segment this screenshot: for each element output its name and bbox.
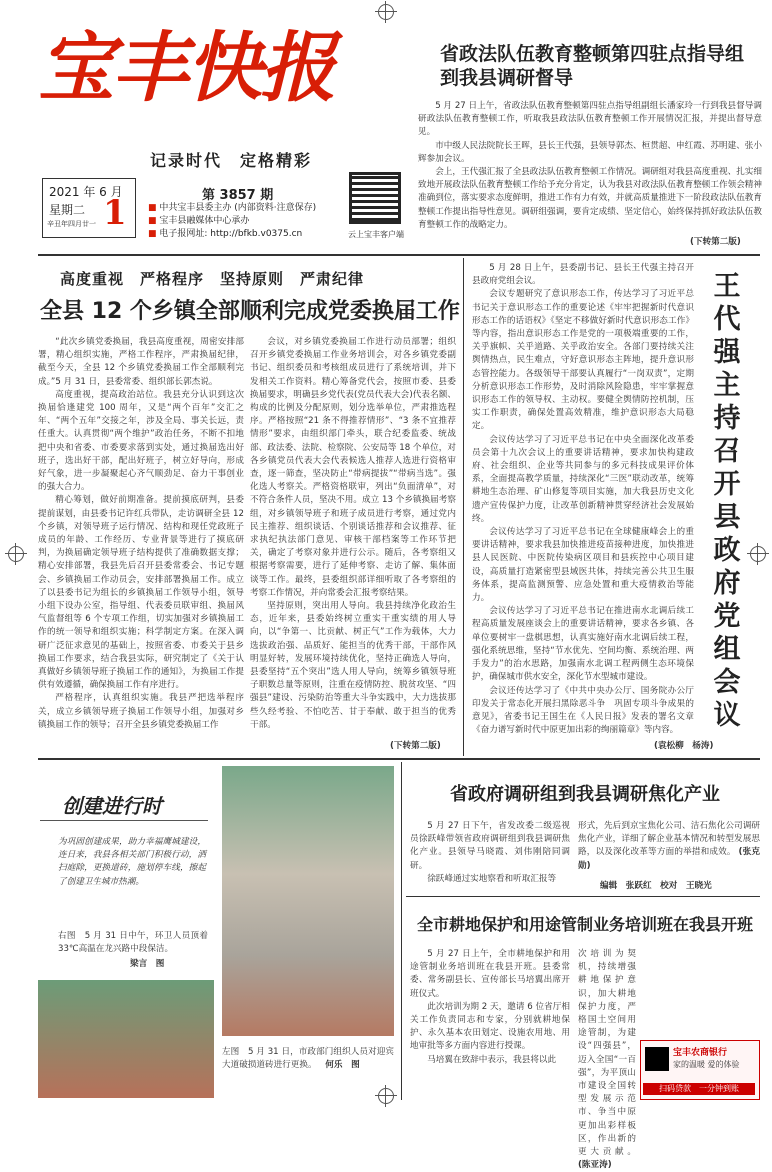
paragraph: 次培训为契机，持续增强耕地保护意识，加大耕地保护力度，严格国土空间用途管制，为建设“四强县”，迈入全国“一百强”，为平顶山市建设全国转型发展示范市、争当中原更加出彩样板区，作出新的更大贡献。 bbox=[578, 949, 636, 1158]
caption-author: 何乐 图 bbox=[325, 1060, 360, 1071]
sponsor-line[interactable]: ■ 电子报网址: http://bfkb.v0375.cn bbox=[148, 228, 316, 241]
top-story-body bbox=[418, 100, 762, 245]
paragraph: 徐跃峰通过实地察看和听取汇报等 bbox=[427, 873, 557, 884]
paragraph: 会议传达学习了习近平总书记在中央全面深化改革委员会第十九次会议上的重要讲话精神，要求加快构建政府、社会组织、企业等共同参与的多元科技成果评价体系，全面提高教学质量，持续深化“三医”联动改革，统筹耕地生态治理、矿山修复等项目实施，加大我县历史文化遗产宣传保护力度，让改革创新精神贯穿经济社会发展始终。 bbox=[472, 434, 694, 524]
street-cleaning-photo bbox=[222, 766, 394, 1036]
paragraph: 会议传达学习了习近平总书记在推进南水北调后续工程高质量发展座谈会上的重要讲话精神，要求各乡镇、各单位要树牢一盘棋思想，认真实施好南水北调后续工程，强化系统思维，坚持“节水优先、空间均衡、系统治理、两手发力”的治水思路，加强南水北调工程两侧生态环境保护，确保城市供水安全，深化节水型城市建设。 bbox=[472, 606, 694, 683]
paving-repair-photo bbox=[38, 980, 214, 1098]
issue-number: 第 3857 期 bbox=[202, 188, 274, 203]
story4-col1 bbox=[410, 948, 570, 1098]
paragraph: 马培翼在致辞中表示，我县将以此 bbox=[427, 1054, 557, 1065]
paragraph: 市中级人民法院院长王晖，县长王代强，县领导郭杰、桓贯超、申红霞、苏明建、张小辉参加会议。 bbox=[418, 140, 762, 164]
lead-headline: 全县 12 个乡镇全部顺利完成党委换届工作 bbox=[40, 299, 460, 324]
creation-caption-right: 右图 5 月 31 日中午，环卫人员顶着 33℃高温在龙兴路中段保洁。 bbox=[58, 931, 208, 955]
sponsor-line: ■ 中共宝丰县委主办 (内部资料·注意保存) bbox=[148, 202, 316, 215]
paragraph: 5 月 28 日上午，县委副书记、县长王代强主持召开县政府党组会议。 bbox=[472, 263, 694, 287]
creation-caption-left bbox=[222, 1046, 394, 1072]
top-story-headline: 省政法队伍教育整顿第四驻点指导组到我县调研督导 bbox=[440, 43, 745, 89]
paragraph: 会上，王代强汇报了全县政法队伍教育整顿工作情况。调研组对我县高度重视、扎实细致地开展政法队伍教育整顿工作给予充分肯定，认为我县对政法队伍教育整顿工作领会精神准确到位，落实要求态度鲜明，推进工作有力有效，并就高质量推进下一阶段政法队伍教育整顿工作提出指导性意见。调研组强调，要肯定成绩、坚定信心，始终保持抓好政法队伍教育整顿工作的战略定力。 bbox=[418, 167, 762, 230]
date-year-month: 2021 年 6 月 bbox=[49, 185, 123, 199]
top-story-continued: (下转第二版) bbox=[690, 237, 741, 247]
caption-text: 左图 5 月 31 日，市政部门组织人员对迎宾大道破损道砖进行更换。 bbox=[222, 1047, 394, 1071]
paragraph: “此次乡镇党委换届，我县高度重视，周密安排部署，精心组织实施，严格工作程序，严肃换届纪律，截至今天，全县 12 个乡镇党委换届工作全部顺利完成。”5 月 31 日，县委常委、组织部长郭杰说。 bbox=[38, 337, 244, 387]
column-divider bbox=[463, 258, 464, 756]
registration-mark-left bbox=[8, 546, 24, 562]
qr-code-label: 云上宝丰客户端 bbox=[348, 230, 404, 239]
dateline-box bbox=[42, 178, 136, 238]
lead-story-col2 bbox=[250, 336, 456, 736]
lead-story-continued: (下转第二版) bbox=[390, 741, 441, 751]
paragraph: 坚持原则，突出用人导向。我县持续净化政治生态，近年来，县委始终树立重实干重实绩的用人导向，以“争第一、比贡献、树正气”工作为载体，大力选拔政治强、品质好、能担当的优秀干部，干部作风明显好转，发展环境持续优化，坚持正确选人导向，县委坚持“五个突出”选人用人导向，统筹乡镇领导班子职数总量等原则，注重在疫情防控、脱贫攻坚、“四强县”建设、污染防治等重大斗争实践中，大力选拔那些久经考验、不怕吃苦、甘于奉献、敢于担当的优秀干部。 bbox=[250, 601, 456, 730]
story3-byline: (张克勋) bbox=[578, 847, 760, 871]
paragraph: 严格程序，认真组织实施。我县严把选举程序关，成立乡镇领导班子换届工作领导小组，加强对乡镇换届工作的领导；召开全县乡镇党委换届工作 bbox=[38, 693, 244, 730]
story4-byline: (陈亚涛) bbox=[578, 1160, 612, 1171]
ad-tagline: 家的温暖 爱的体验 bbox=[673, 1060, 740, 1069]
paragraph: 精心筹划，做好前期准备。提前摸底研判，县委提前谋划，由县委书记许红兵带队，走访调研全县 12 个乡镇，对领导班子运行情况、结构和现任党政班子成员的年龄、工作经历、专业背景等进行了摸底研判，为换届确定领导班子结构提供了准确数据支撑；精心安排部署，我县先后召开县委常委会、书记专题会、乡镇换届工作动员会，安排部署换届工作。成立了以县委书记为组长的乡镇换届工作领导小组，领导小组下设办公室，指导组、代表委员联审组、换届风气监督组等 6 个专项工作组，切实加强对乡镇换届工作的统一领导和组织实施；科学制定方案。在深入调研广泛征求意见的基础上，按照省委、市委关于县乡换届工作要求，结合我县实际，研究制定了《关于认真做好乡镇领导班子换届工作的通知》，为换届工作提供有效遵循，确保换届工作有序进行。 bbox=[38, 495, 244, 691]
date-weekday: 星期二 bbox=[49, 203, 86, 217]
lead-kicker: 高度重视 严格程序 坚持原则 严肃纪律 bbox=[60, 270, 365, 288]
ad-bank-name: 宝丰农商银行 bbox=[673, 1048, 728, 1058]
divider bbox=[38, 758, 760, 760]
ad-scan-banner: 扫码贷款 一分钟到账 bbox=[643, 1083, 755, 1095]
divider bbox=[406, 896, 760, 897]
story3-col2 bbox=[578, 820, 760, 873]
bank-advertisement[interactable] bbox=[640, 1040, 760, 1100]
lead-story-col1 bbox=[38, 336, 244, 736]
creation-intro: 为巩固创建成果，助力幸福鹰城建设，连日来，我县各相关部门积极行动，洒扫庭除，更换道砖，施划停车线，擦起了创建卫生城市热潮。 bbox=[58, 837, 206, 887]
column-divider bbox=[401, 762, 402, 1100]
masthead-logo: 宝丰快报 bbox=[38, 23, 334, 112]
qr-code-image[interactable] bbox=[349, 172, 401, 224]
paragraph: 会议专题研究了意识形态工作，传达学习了习近平总书记关于意识形态工作的重要论述《牢牢把握新时代意识形态工作的话语权》《坚定不移做好新时代意识形态工作》等内容，指出意识形态工作是党的一项极端重要的工作，关乎旗帜、关乎道路、关乎政治安全。各部门要持续关注舆情热点，民生难点，守好意识形态主阵地，提升意识形态管控能力。各级领导干部要认真履行“一岗双责”，定期分析意识形态工作形势，及时消除风险隐患，牢牢掌握意识形态工作的领导权、主动权。要健全舆情防控机制，压实工作职责，确保处置高效精准，维护意识形态大局稳定。 bbox=[472, 289, 694, 432]
registration-mark-top bbox=[378, 4, 394, 20]
story3-col1 bbox=[410, 820, 570, 886]
paragraph: 形式，先后到京宝焦化公司、洁石焦化公司调研焦化产业，详细了解企业基本情况和转型发展思路，以及深化改革等方面的举措和成效。 bbox=[578, 821, 760, 858]
creation-section-title: 创建进行时 bbox=[62, 794, 162, 818]
sponsor-line: ■ 宝丰县融媒体中心承办 bbox=[148, 215, 316, 228]
paragraph: 5 月 27 日上午，省政法队伍教育整顿第四驻点指导组副组长潘家玲一行到我县督导调研政法队伍教育整顿工作，听取我县政法队伍教育整顿工作开展情况汇报，并提出督导意见。 bbox=[418, 101, 762, 138]
story3-headline: 省政府调研组到我县调研焦化产业 bbox=[450, 784, 720, 805]
paragraph: 5 月 27 日上午，全市耕地保护和用途管制业务培训班在我县开班。县委常委、常务副县长、宣传部长马培翼出席开班仪式。 bbox=[410, 949, 570, 999]
story4-headline: 全市耕地保护和用途管制业务培训班在我县开班 bbox=[416, 915, 753, 934]
vertical-story-byline: (袁松柳 杨涛) bbox=[654, 741, 714, 751]
date-lunar: 辛丑年四月廿一 bbox=[47, 220, 96, 228]
registration-mark-bottom bbox=[378, 1088, 394, 1104]
masthead-slogan: 记录时代 定格精彩 bbox=[150, 151, 313, 170]
paragraph: 高度重视，提高政治站位。我县充分认识到这次换届恰逢建党 100 周年，又是“两个百年”交汇之年、“两个五年”交接之年，涉及全局、事关长远，责任重大。认真贯彻“两个维护”政治任务，不断不扣地把中央和省委、市委要求落到实处，通过换届选出好班子，选出好干部，配出好班子，树立好导向，形成好气象，进一步凝聚起心齐气顺劲足、奋力干事创业的强大合力。 bbox=[38, 389, 244, 493]
creation-author-right: 梁言 图 bbox=[130, 959, 165, 969]
vertical-story-body bbox=[472, 262, 694, 748]
paragraph: 会议，对乡镇党委换届工作进行动员部署；组织召开乡镇党委换届工作业务培训会，对各乡镇党委副书记、组织委员和考核组成员进行了系统培训，并下发相关工作资料。精心筹备党代会，按照市委、县委换届要求，明确县乡党代表(党员代表大会)代表名额、构成的比例及分配原则，划分选举单位，严肃推选程序。严格按照“21 条不得推荐情形”、“3 条不宜推荐情形”要求，由组织部门牵头，联合纪委监委、统战部、政法委、法院、检察院、公安局等 18 个单位，对各乡镇党员代表大会代表候选人推荐人选进行资格审查，逐一筛查，坚决防止“带病提拔”“带病当选”。强化选人考察关。严格资格联审，列出“负面清单”，对不符合条件人员，坚决不用。成立 13 个乡镇换届考察组，对乡镇领导班子和班子成员进行考察，通过党内民主推荐、组织谈话、个别谈话推荐和会议推荐、征求执纪执法部门意见、审核干部档案等工作环节把关，确定了考察对象并进行公示。随后，各考察组又根据考察需要，进行了延伸考察、走访了解、集体面谈等工作。最终，县委组织部详细听取了各考察组的考察工作情况，并向常委会汇报考察结果。 bbox=[250, 337, 456, 598]
vertical-story-headline: 王代强主持召开县政府党组会议 bbox=[713, 271, 741, 731]
divider bbox=[38, 254, 760, 256]
editor-credit: 编辑 张跃红 校对 王晓光 bbox=[600, 881, 712, 891]
registration-mark-right bbox=[750, 546, 766, 562]
story4-col2 bbox=[578, 948, 636, 1171]
paragraph: 会议还传达学习了《中共中央办公厅、国务院办公厅印发关于常态化开展扫黑除恶斗争 巩固专项斗争成果的意见》，省委书记王国生在《人民日报》发表的署名文章《奋力谱写新时代中原更加出彩的绚丽篇章》等内容。 bbox=[472, 685, 694, 736]
paragraph: 此次培训为期 2 天，邀请 6 位省厅相关工作负责同志和专家，分别就耕地保护、永久基本农田划定、设施农用地、用地审批等多方面内容进行授课。 bbox=[410, 1001, 570, 1052]
paragraph: 会议传达学习了习近平总书记在全球健康峰会上的重要讲话精神，要求我县加快推进疫苗接种进度，加快推进县人民医院、中医院传染病区项目和县疾控中心项目建设，高质量打造紧密型县域医共体，持续完善公共卫生服务体系，提高监测预警、应急处置和重大疫情救治等能力。 bbox=[472, 527, 694, 604]
date-day: 1 bbox=[103, 193, 127, 233]
ad-qr-code[interactable] bbox=[645, 1047, 669, 1071]
sponsor-list bbox=[148, 202, 316, 241]
paragraph: 5 月 27 日下午，省发改委二级巡视员徐跃峰带领省政府调研组到我县调研焦化产业。县领导马晓霞、刘伟刚陪同调研。 bbox=[410, 821, 570, 871]
